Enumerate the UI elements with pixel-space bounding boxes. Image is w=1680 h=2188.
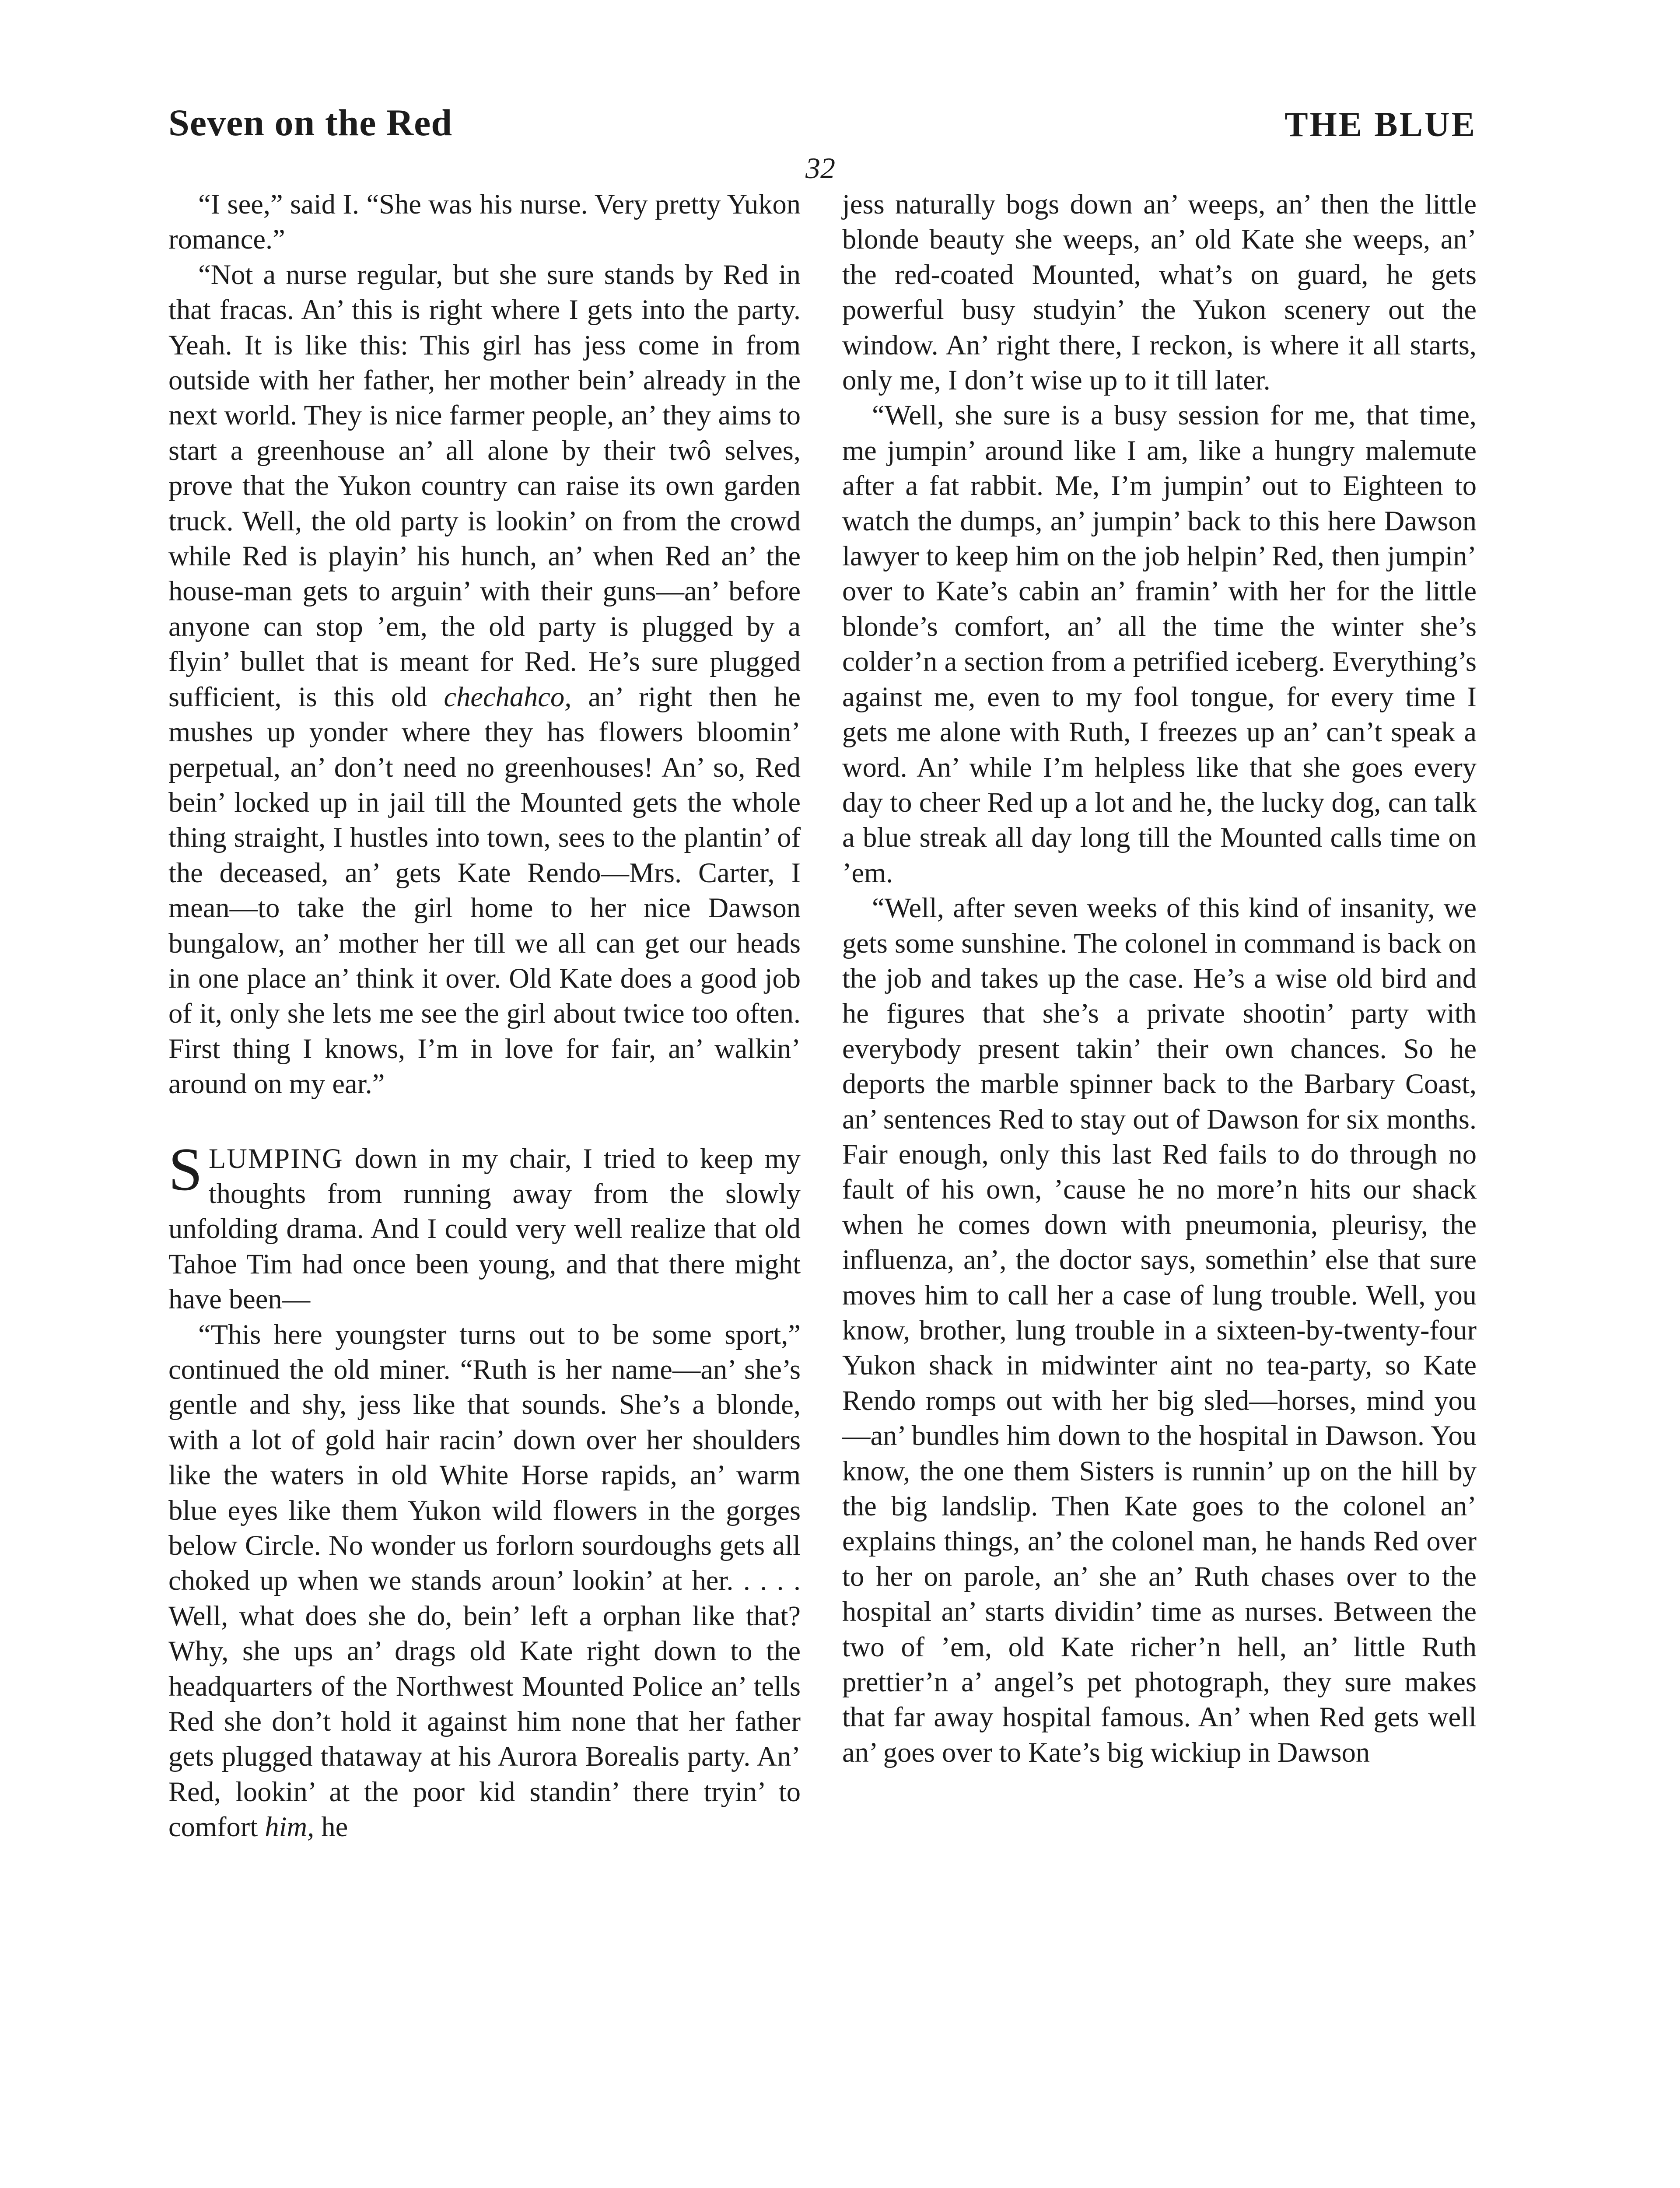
- section-opening-paragraph: [168, 1135, 801, 1317]
- paragraph: [842, 891, 1477, 1770]
- paragraph-text: “I see,” said I. “She was his nurse. Very pretty Yukon romance.”: [168, 189, 801, 255]
- drop-cap: S: [168, 1135, 203, 1203]
- paragraph: [168, 1317, 801, 1845]
- paragraph-text: jess naturally bogs down an’ weeps, an’ then the little blonde beauty she weeps, an’ old Kate she weeps, an’ the red-coated Mounted, what’s on guard, he gets powerful busy studyin’ the Yukon scenery out the window. An’ right there, I reckon, is where it all starts, only me, I don’t wise up to it till later.: [842, 189, 1477, 396]
- paragraph: [842, 187, 1477, 398]
- right-text-column: [842, 187, 1477, 1770]
- italic-word: chechahco,: [444, 681, 572, 712]
- paragraph-text: an’ right then he mushes up yonder where they has flowers bloomin’ perpetual, an’ don’t need no greenhouses! An’ so, Red bein’ locked up in jail till the Mounted gets the whole thing straight, I hustles into town, sees to the plantin’ of the deceased, an’ gets Kate Rendo—Mrs. Carter, I mean—to take the girl home to her nice Dawson bungalow, an’ mother her till we all can get our heads in one place an’ think it over. Old Kate does a good job of it, only she lets me see the girl about twice too often. First thing I knows, I’m in love for fair, an’ walkin’ around on my ear.”: [168, 681, 801, 1100]
- paragraph-text: “Well, she sure is a busy session for me, that time, me jumpin’ around like I am, like a hungry malemute after a fat rabbit. Me, I’m jumpin’ out to Eighteen to watch the dumps, an’ jumpin’ back to this here Dawson lawyer to keep him on the job helpin’ Red, then jumpin’ over to Kate’s cabin an’ framin’ with her for the little blonde’s comfort, an’ all the time the winter she’s colder’n a section from a petrified iceberg. Everything’s against me, even to my fool tongue, for every time I gets me alone with Ruth, I freezes up an’ can’t speak a word. An’ while I’m helpless like that she goes every day to cheer Red up a lot and he, the lucky dog, can talk a blue streak all day long till the Mounted calls time on ’em.: [842, 400, 1477, 888]
- paragraph-text: “Well, after seven weeks of this kind of insanity, we gets some sunshine. The colonel in command is back on the job and takes up the case. He’s a wise old bird and he figures that she’s a private shootin’ party with everybody present takin’ their own chances. So he deports the marble spinner back to the Barbary Coast, an’ sentences Red to stay out of Dawson for six months. Fair enough, only this last Red fails to do through no fault of his own, ’cause he no more’n hits our shack when he comes down with pneumonia, pleurisy, the influenza, an’, the doctor says, somethin’ else that sure moves him to call her a case of lung trouble. Well, you know, brother, lung trouble in a sixteen-by-twenty-four Yukon shack in midwinter aint no tea-party, so Kate Rendo romps out with her big sled—horses, mind you—an’ bundles him down to the hospital in Dawson. You know, the one them Sisters is runnin’ up on the hill by the big landslip. Then Kate goes to the colonel an’ explains things, an’ the colonel man, he hands Red over to her on parole, an’ she an’ Ruth chases over to the hospital an’ starts dividin’ time as nurses. Between the two of ’em, old Kate richer’n hell, an’ little Ruth prettier’n a’ angel’s pet photograph, they sure makes that far away hospital famous. An’ when Red gets well an’ goes over to Kate’s big wickiup in Dawson: [842, 892, 1477, 1768]
- paragraph-text: he: [314, 1811, 348, 1843]
- left-text-column: [168, 187, 801, 1845]
- paragraph: [842, 398, 1477, 891]
- magazine-section-title: THE BLUE: [1284, 105, 1477, 144]
- paragraph-text: down in my chair, I tried to keep my thoughts from running away from the slowly unfolding drama. And I could very well realize that old Tahoe Tim had once been young, and that there might have been—: [168, 1143, 801, 1315]
- page-number: 32: [805, 151, 835, 185]
- italic-word: him,: [265, 1811, 315, 1843]
- paragraph: [168, 187, 801, 257]
- paragraph-text: “Not a nurse regular, but she sure stands by Red in that fracas. An’ this is right where I gets into the party. Yeah. It is like this: This girl has jess come in from outside with her father, her mother bein’ already in the next world. They is nice farmer people, an’ they aims to start a greenhouse an’ all alone by their twô selves, prove that the Yukon country can raise its own garden truck. Well, the old party is lookin’ on from the crowd while Red is playin’ his hunch, an’ when Red an’ the house-man gets to arguin’ with their guns—an’ before anyone can stop ’em, the old party is plugged by a flyin’ bullet that is meant for Red. He’s sure plugged sufficient, is this old: [168, 259, 801, 712]
- paragraph: [168, 257, 801, 1102]
- lead-in-caps: LUMPING: [208, 1143, 343, 1174]
- running-title: Seven on the Red: [168, 102, 453, 144]
- paragraph-text: “This here youngster turns out to be some sport,” continued the old miner. “Ruth is her name—an’ she’s gentle and shy, jess like that sounds. She’s a blonde, with a lot of gold hair racin’ down over her shoulders like the waters in old White Horse rapids, an’ warm blue eyes like them Yukon wild flowers in the gorges below Circle. No wonder us forlorn sourdoughs gets all choked up when we stands aroun’ lookin’ at her. . . . . Well, what does she do, bein’ left a orphan like that? Why, she ups an’ drags old Kate right down to the headquarters of the Northwest Mounted Police an’ tells Red she don’t hold it against him none that her father gets plugged thataway at his Aurora Borealis party. An’ Red, lookin’ at the poor kid standin’ there tryin’ to comfort: [168, 1318, 801, 1843]
